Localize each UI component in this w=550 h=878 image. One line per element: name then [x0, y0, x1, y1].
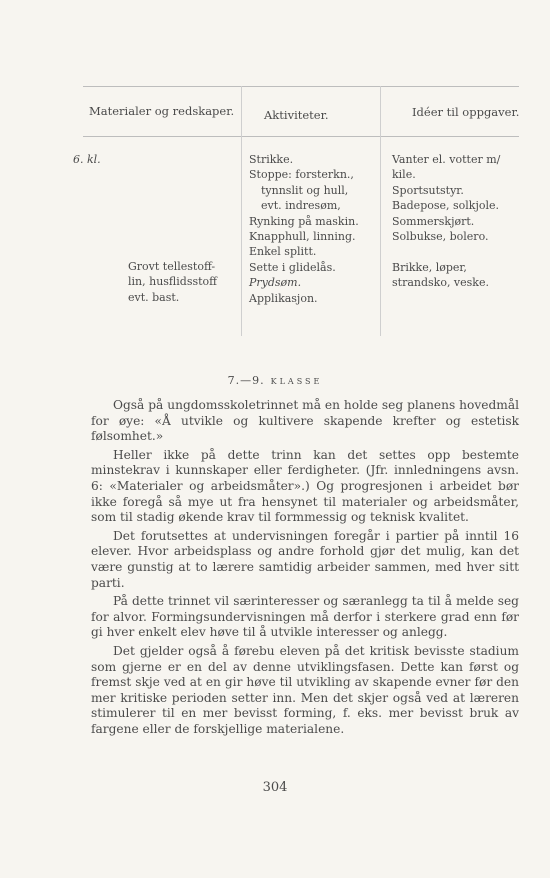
- idea-item: [392, 244, 500, 259]
- column-divider: [380, 86, 381, 336]
- header-activities: Aktiviteter.: [264, 108, 329, 122]
- section-label: KLASSE: [270, 377, 323, 386]
- activity-item: Strikke.: [249, 153, 294, 166]
- activity-item: Stoppe: forsterkn.,: [249, 168, 354, 182]
- activity-item: Knapphull, linning.: [249, 230, 356, 244]
- ideas-column: [392, 152, 500, 291]
- paragraph: Heller ikke på dette trinn kan det settes opp bestemte minstekrav i kunnskaper eller ferdigheter. (Jfr. innledningens avsn. 6: «Materialer og arbeidsmåter».) Og progresjonen i arbeidet bør ikke foregå så mye ut fra hensynet til materialer og arbeidsmåter, som til stadig økende krav til formmessig og teknisk kvalitet.: [91, 447, 519, 525]
- activity-item: evt. indresøm,: [261, 199, 341, 213]
- paragraph: På dette trinnet vil særinteresser og særanlegg ta til å melde seg for alvor. Formingsundervisningen må derfor i sterkere grad enn før gi hver enkelt elev høve til å utvikle interesser og anlegg.: [91, 594, 519, 640]
- activity-item: tynnslit og hull,: [261, 183, 349, 197]
- idea-item: Solbukse, bolero.: [392, 230, 489, 244]
- materials-line: lin, husflidsstoff: [128, 275, 217, 289]
- body-text: [91, 398, 519, 740]
- table-header-rule: [83, 136, 519, 137]
- activity-item: Sette i glidelås.: [249, 260, 336, 274]
- activities-column: [249, 152, 359, 306]
- idea-item: Vanter el. votter m/: [392, 153, 501, 166]
- page-number: 304: [262, 780, 288, 795]
- activity-item: Applikasjon.: [249, 291, 318, 305]
- curriculum-table: [73, 86, 520, 336]
- paragraph: Også på ungdomsskoletrinnet må en holde seg planens hovedmål for øye: «Å utvikle og kultivere skapende krefter og estetisk følsomhet.»: [91, 398, 519, 444]
- materials-line: evt. bast.: [128, 290, 180, 304]
- activity-item: Prydsøm.: [249, 276, 302, 290]
- idea-item: strandsko, veske.: [392, 276, 489, 290]
- idea-item: Badepose, solkjole.: [392, 199, 500, 213]
- materials-column: [73, 152, 217, 304]
- activity-item: Enkel splitt.: [249, 245, 317, 259]
- idea-item: Brikke, løper,: [392, 260, 467, 274]
- paragraph: Det gjelder også å førebu eleven på det kritisk bevisste stadium som gjerne er en del av denne utviklingsfasen. Dette kan først og fremst skje ved at en gir høve til utvikling av skapende evner før den mer kritiske perioden setter inn. Men det skjer også ved at læreren stimulerer til en mer bevisst forming, f. eks. mer bevisst bruk av fargene eller de forskjellige materialene.: [91, 643, 519, 736]
- table-top-rule: [83, 86, 519, 87]
- materials-line: Grovt tellestoff-: [128, 260, 216, 273]
- idea-item: kile.: [392, 168, 416, 182]
- column-divider: [241, 86, 242, 336]
- section-heading: [0, 374, 550, 387]
- grade-label: 6. kl.: [73, 153, 101, 166]
- materials-list: [128, 259, 217, 305]
- idea-item: Sportsutstyr.: [392, 183, 464, 197]
- activity-item: Rynking på maskin.: [249, 214, 359, 228]
- section-number: 7.—9.: [227, 374, 265, 387]
- header-materials: Materialer og redskaper.: [89, 104, 235, 118]
- paragraph: Det forutsettes at undervisningen foregår i partier på inntil 16 elever. Hvor arbeidsplass og andre forhold gjør det mulig, kan det være gunstig at to lærere samtidig arbeider sammen, med hver sitt parti.: [91, 528, 519, 590]
- header-ideas: Idéer til oppgaver.: [412, 105, 520, 119]
- idea-item: Sommerskjørt.: [392, 214, 475, 228]
